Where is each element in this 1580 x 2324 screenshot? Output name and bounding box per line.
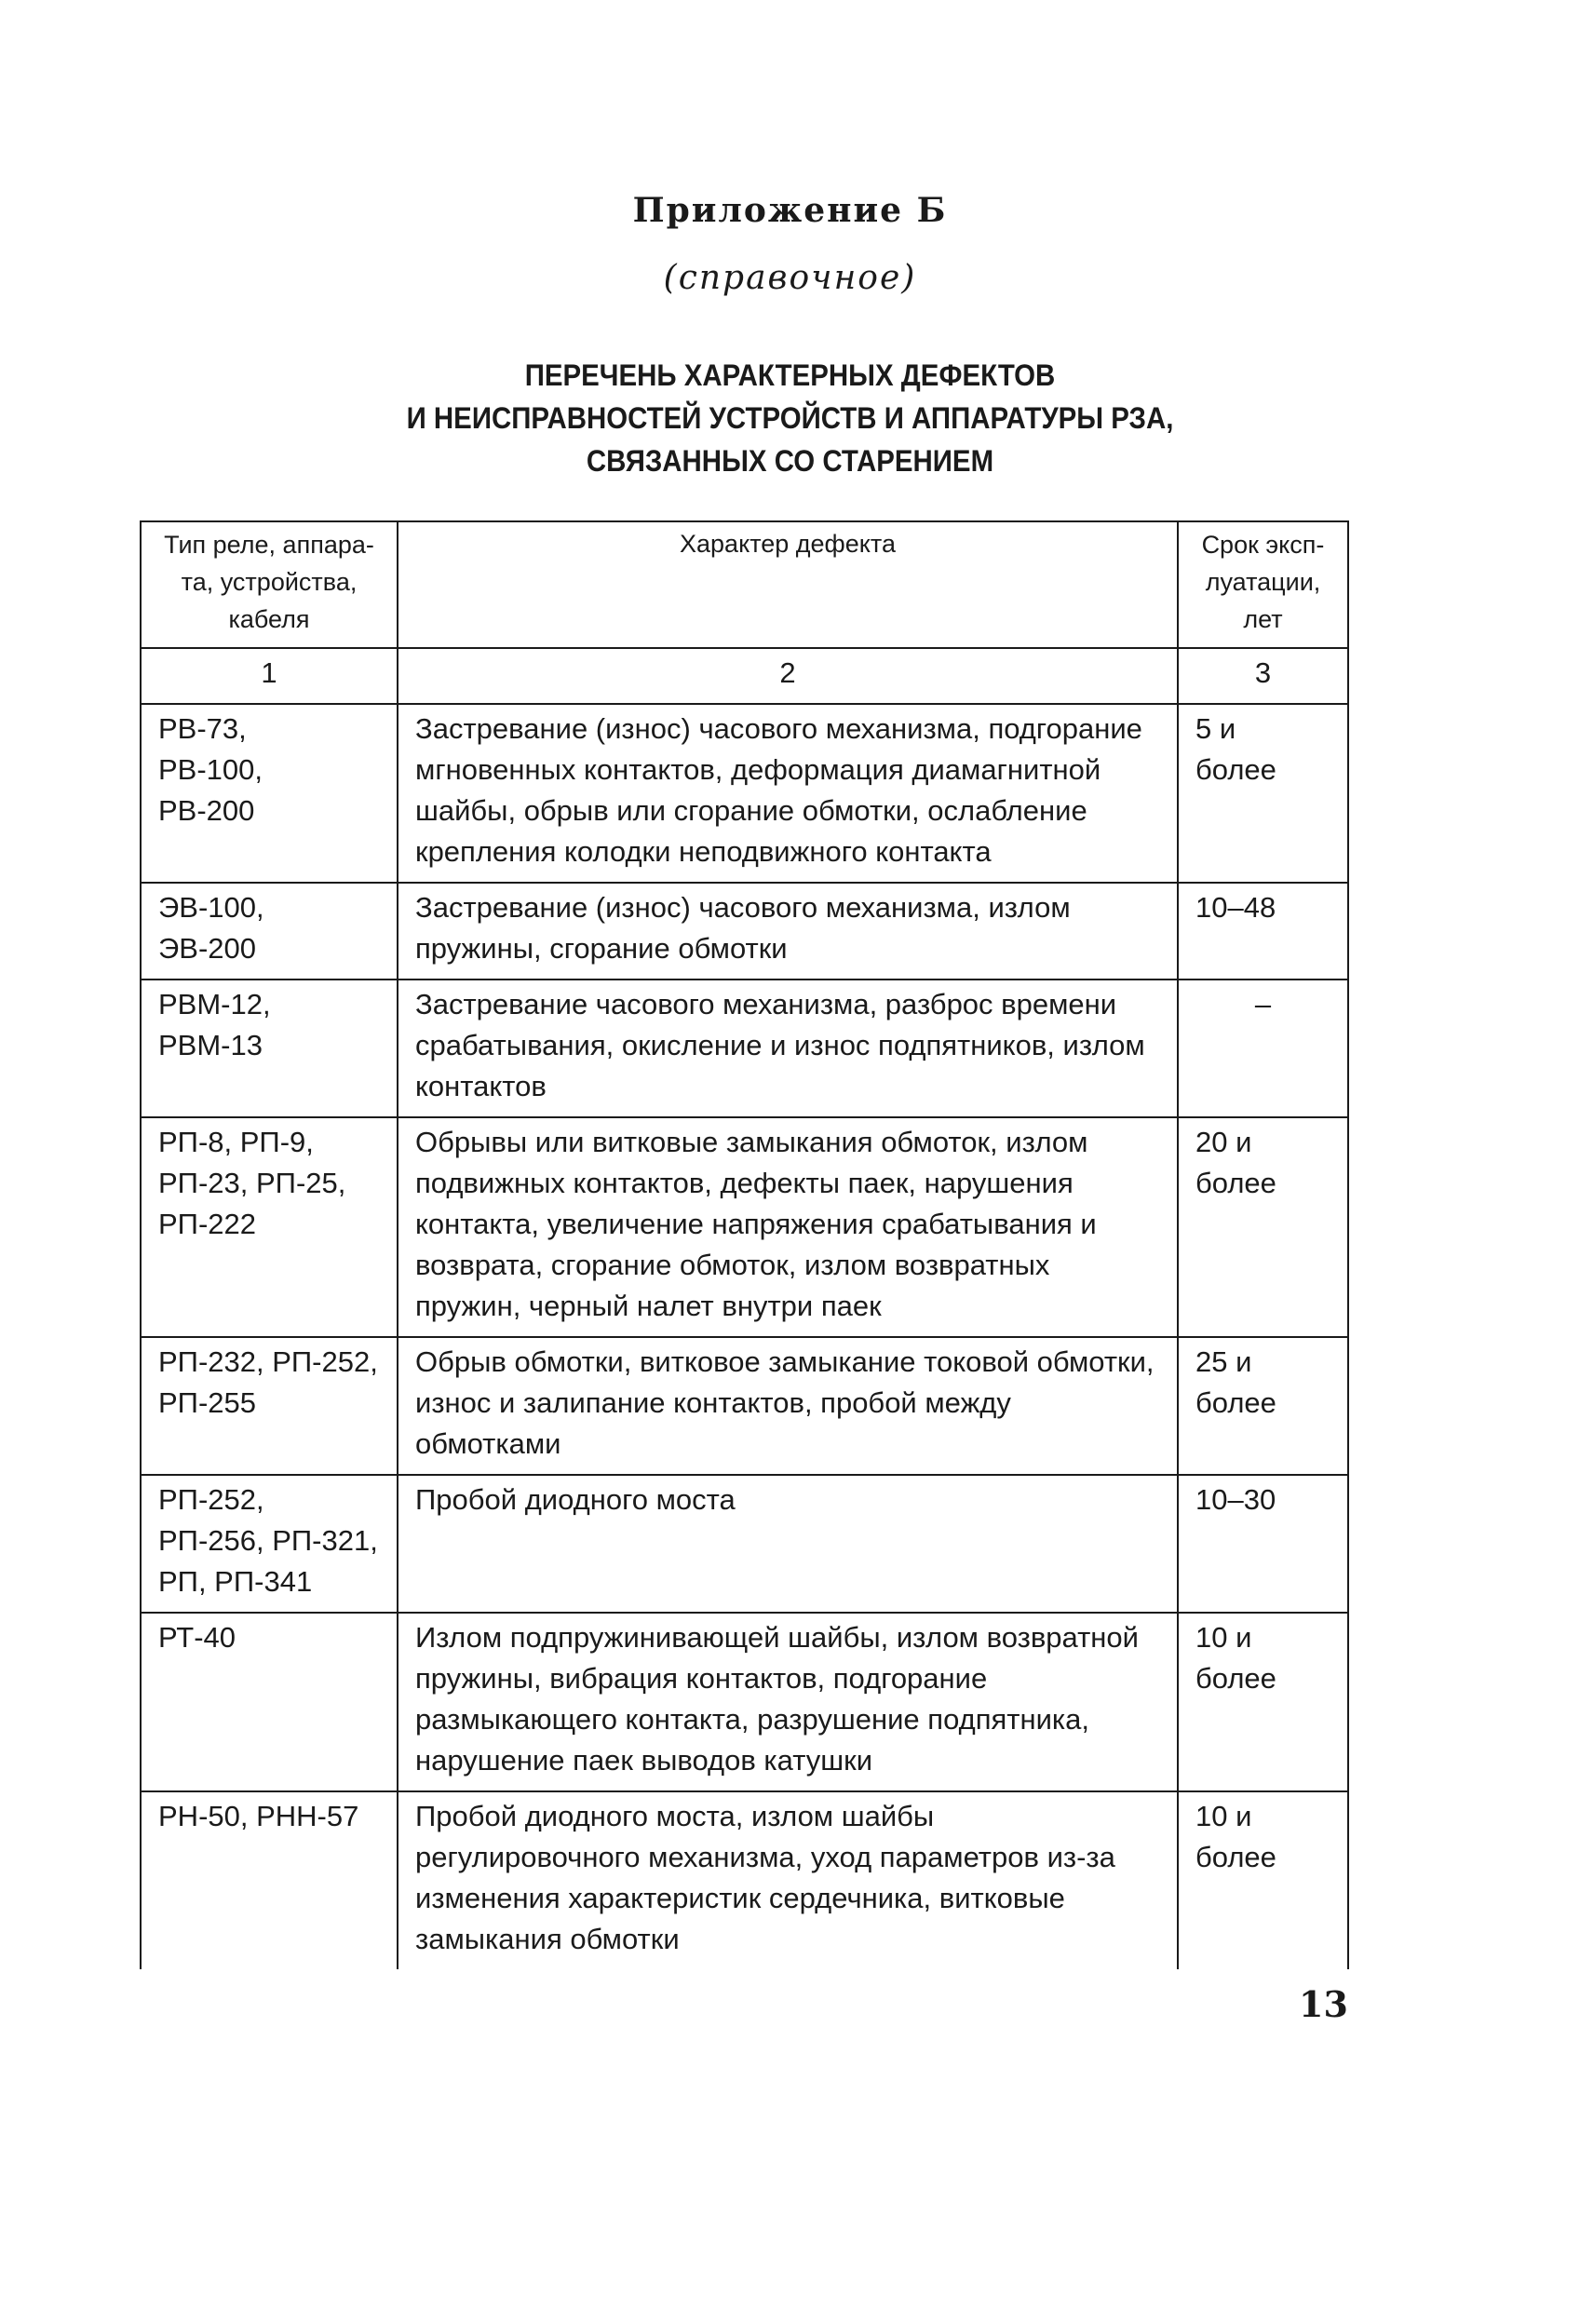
defect-description: Обрыв обмотки, витковое замыкание токовой обмотки, износ и залипание контактов, пробой между обмотками (398, 1337, 1178, 1475)
column-number: 2 (398, 648, 1178, 704)
defect-description: Застревание (износ) часового механизма, излом пружины, сгорание обмотки (398, 883, 1178, 980)
table-row (141, 1117, 1348, 1337)
defect-description: Пробой диодного моста (398, 1475, 1178, 1613)
relay-type: РП-252, РП-256, РП-321, РП, РП-341 (141, 1475, 398, 1613)
service-term: 5 и более (1178, 704, 1348, 883)
appendix-subtitle: (справочное) (663, 259, 917, 297)
service-term: 20 и более (1178, 1117, 1348, 1337)
defect-description: Обрывы или витковые замыкания обмоток, излом подвижных контактов, дефекты паек, нарушения контакта, увеличение напряжения срабатывания и возврата, сгорание обмоток, излом возвратных пружин, черный налет внутри паек (398, 1117, 1178, 1337)
column-number-row (141, 648, 1348, 704)
relay-type: РП-232, РП-252, РП-255 (141, 1337, 398, 1475)
defect-description: Застревание (износ) часового механизма, подгорание мгновенных контактов, деформация диамагнитной шайбы, обрыв или сгорание обмотки, ослабление крепления колодки неподвижного контакта (398, 704, 1178, 883)
defects-table (140, 520, 1349, 1969)
header-type: Тип реле, аппара- та, устройства, кабеля (141, 521, 398, 648)
column-number: 3 (1178, 648, 1348, 704)
column-number: 1 (141, 648, 398, 704)
service-term: 10 и более (1178, 1791, 1348, 1969)
relay-type: РТ-40 (141, 1613, 398, 1791)
table-row (141, 1791, 1348, 1969)
service-term: 25 и более (1178, 1337, 1348, 1475)
table-row (141, 704, 1348, 883)
table-header-row (141, 521, 1348, 648)
heading-line-1: ПЕРЕЧЕНЬ ХАРАКТЕРНЫХ ДЕФЕКТОВ (524, 358, 1056, 392)
header-term: Срок эксп- луатации, лет (1178, 521, 1348, 648)
document-heading (63, 354, 1517, 482)
page-number: 13 (1299, 1983, 1348, 2025)
table-row (141, 1613, 1348, 1791)
relay-type: РП-8, РП-9, РП-23, РП-25, РП-222 (141, 1117, 398, 1337)
heading-line-3: СВЯЗАННЫХ СО СТАРЕНИЕМ (586, 444, 994, 478)
defect-description: Пробой диодного моста, излом шайбы регулировочного механизма, уход параметров из-за изменения характеристик сердечника, витковые замыкания обмотки (398, 1791, 1178, 1969)
relay-type: РВ-73, РВ-100, РВ-200 (141, 704, 398, 883)
heading-line-2: И НЕИСПРАВНОСТЕЙ УСТРОЙСТВ И АППАРАТУРЫ РЗА, (406, 401, 1174, 435)
service-term: 10 и более (1178, 1613, 1348, 1791)
service-term: 10–48 (1178, 883, 1348, 980)
table-row (141, 883, 1348, 980)
relay-type: ЭВ-100, ЭВ-200 (141, 883, 398, 980)
defect-description: Излом подпружинивающей шайбы, излом возвратной пружины, вибрация контактов, подгорание размыкающего контакта, разрушение подпятника, нарушение паек выводов катушки (398, 1613, 1178, 1791)
table-row (141, 1337, 1348, 1475)
service-term: – (1178, 980, 1348, 1117)
appendix-title: Приложение Б (632, 191, 948, 230)
header-defect: Характер дефекта (398, 521, 1178, 648)
relay-type: РВМ-12, РВМ-13 (141, 980, 398, 1117)
table-row (141, 980, 1348, 1117)
table-row (141, 1475, 1348, 1613)
relay-type: РН-50, РНН-57 (141, 1791, 398, 1969)
service-term: 10–30 (1178, 1475, 1348, 1613)
defect-description: Застревание часового механизма, разброс времени срабатывания, окисление и износ подпятников, излом контактов (398, 980, 1178, 1117)
